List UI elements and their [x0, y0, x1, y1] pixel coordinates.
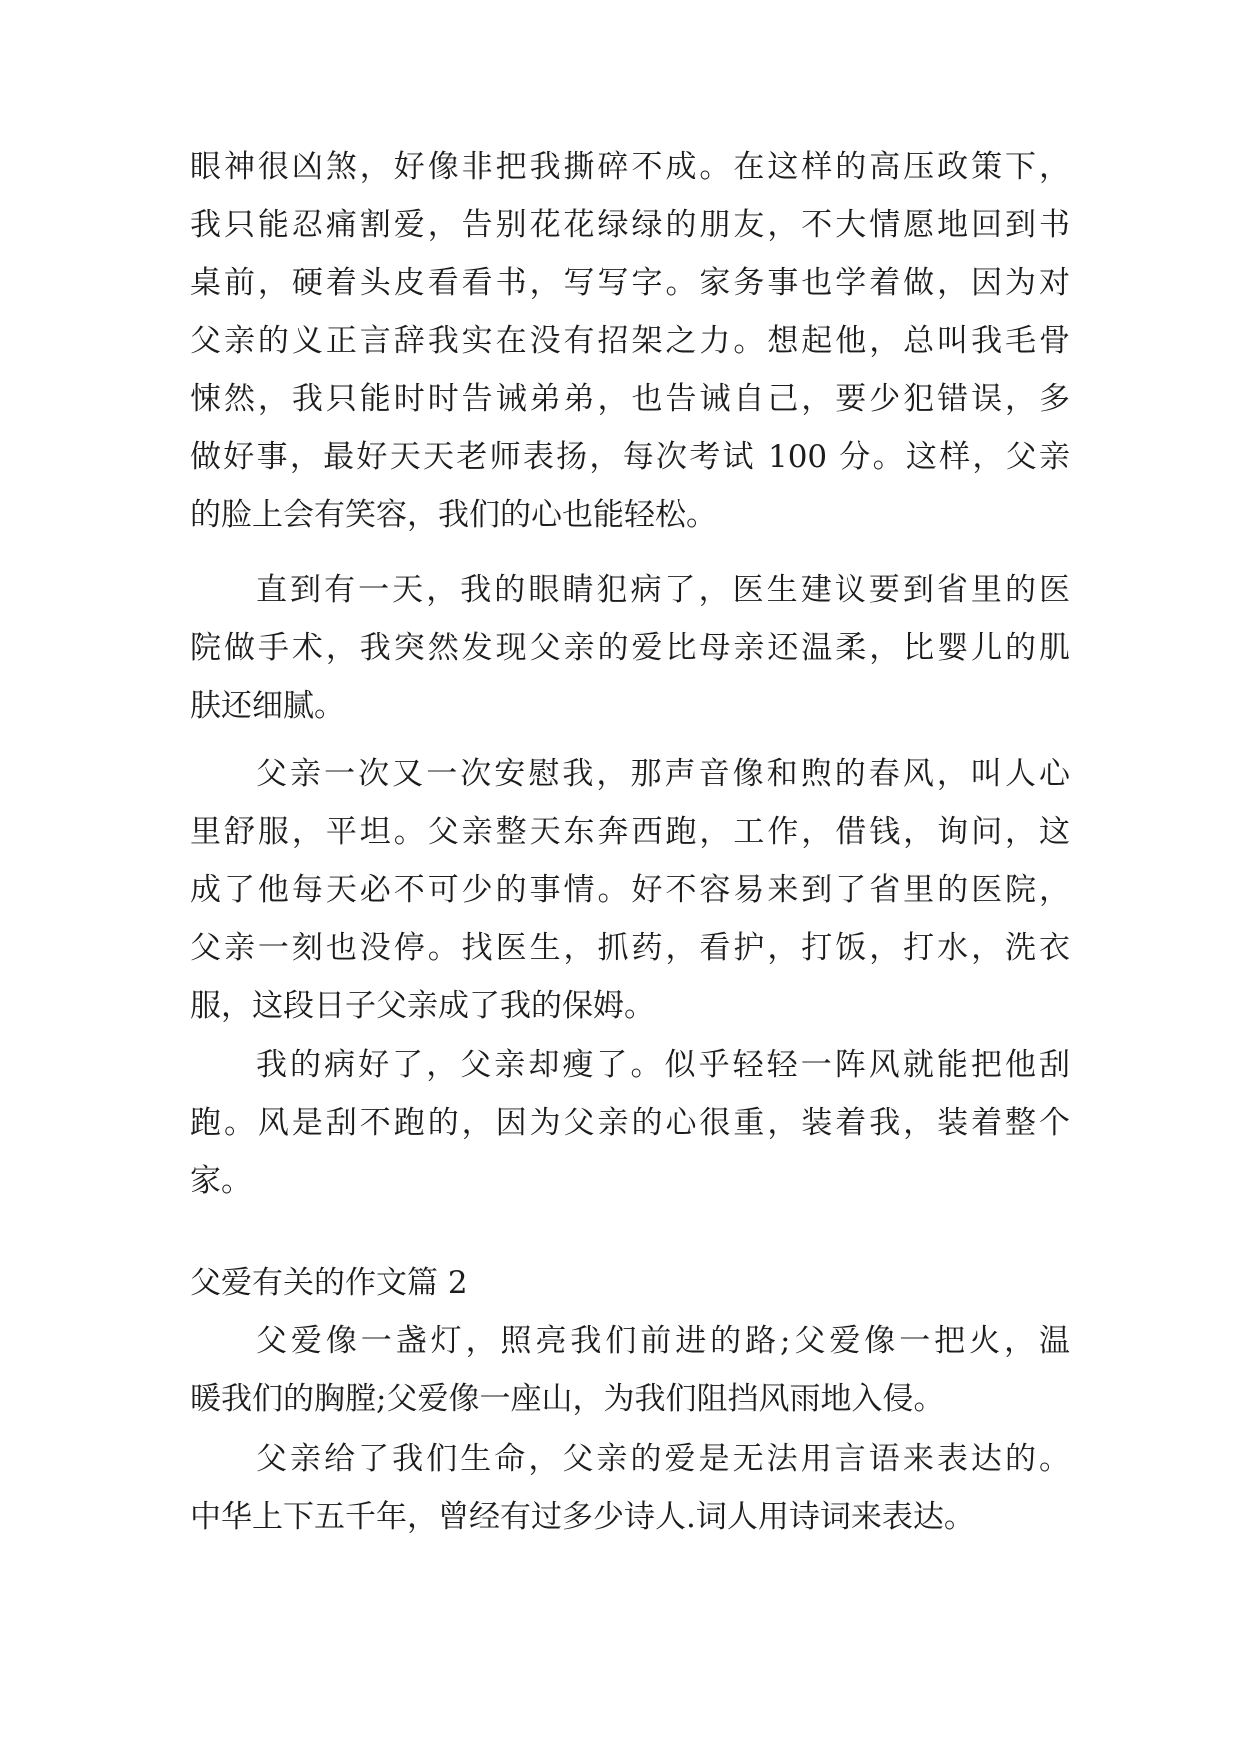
- text-line: 成了他每天必不可少的事情。好不容易来到了省里的医院，: [190, 872, 1070, 908]
- text-line: 直到有一天，我的眼睛犯病了，医生建议要到省里的医: [256, 572, 1070, 608]
- paragraph-6: [190, 1430, 1070, 1546]
- text-line: 桌前，硬着头皮看看书，写写字。家务事也学着做，因为对: [190, 265, 1070, 301]
- paragraph-4: [190, 1036, 1070, 1210]
- text-line: 眼神很凶煞，好像非把我撕碎不成。在这样的高压政策下，: [190, 149, 1070, 185]
- text-line: 的脸上会有笑容，我们的心也能轻松。: [190, 497, 717, 533]
- text-line: 做好事，最好天天老师表扬，每次考试 100 分。这样，父亲: [190, 439, 1070, 475]
- text-line: 父亲的义正言辞我实在没有招架之力。想起他，总叫我毛骨: [190, 323, 1070, 359]
- text-line: 悚然，我只能时时告诫弟弟，也告诫自己，要少犯错误，多: [190, 381, 1070, 417]
- text-line: 我的病好了，父亲却瘦了。似乎轻轻一阵风就能把他刮: [256, 1047, 1070, 1083]
- paragraph-3: [190, 745, 1070, 1035]
- text-line: 服，这段日子父亲成了我的保姆。: [190, 988, 655, 1024]
- text-line: 父爱像一盏灯，照亮我们前进的路;父爱像一把火，温: [256, 1323, 1070, 1359]
- section-heading: 父爱有关的作文篇 2: [190, 1265, 468, 1301]
- text-line: 里舒服，平坦。父亲整天东奔西跑，工作，借钱，询问，这: [190, 814, 1070, 850]
- text-line: 我只能忍痛割爱，告别花花绿绿的朋友，不大情愿地回到书: [190, 207, 1070, 243]
- text-line: 中华上下五千年，曾经有过多少诗人.词人用诗词来表达。: [190, 1499, 975, 1535]
- paragraph-2: [190, 561, 1070, 735]
- text-line: 父亲一次又一次安慰我，那声音像和煦的春风，叫人心: [256, 756, 1070, 792]
- text-line: 肤还细腻。: [190, 688, 345, 724]
- text-line: 暖我们的胸膛;父爱像一座山，为我们阻挡风雨地入侵。: [190, 1381, 945, 1417]
- text-line: 院做手术，我突然发现父亲的爱比母亲还温柔，比婴儿的肌: [190, 630, 1070, 666]
- text-line: 父亲给了我们生命，父亲的爱是无法用言语来表达的。: [256, 1441, 1070, 1477]
- paragraph-1: [190, 138, 1070, 544]
- text-line: 父亲一刻也没停。找医生，抓药，看护，打饭，打水，洗衣: [190, 930, 1070, 966]
- paragraph-5: [190, 1312, 1070, 1428]
- text-line: 跑。风是刮不跑的，因为父亲的心很重，装着我，装着整个: [190, 1105, 1070, 1141]
- text-line: 家。: [190, 1163, 252, 1199]
